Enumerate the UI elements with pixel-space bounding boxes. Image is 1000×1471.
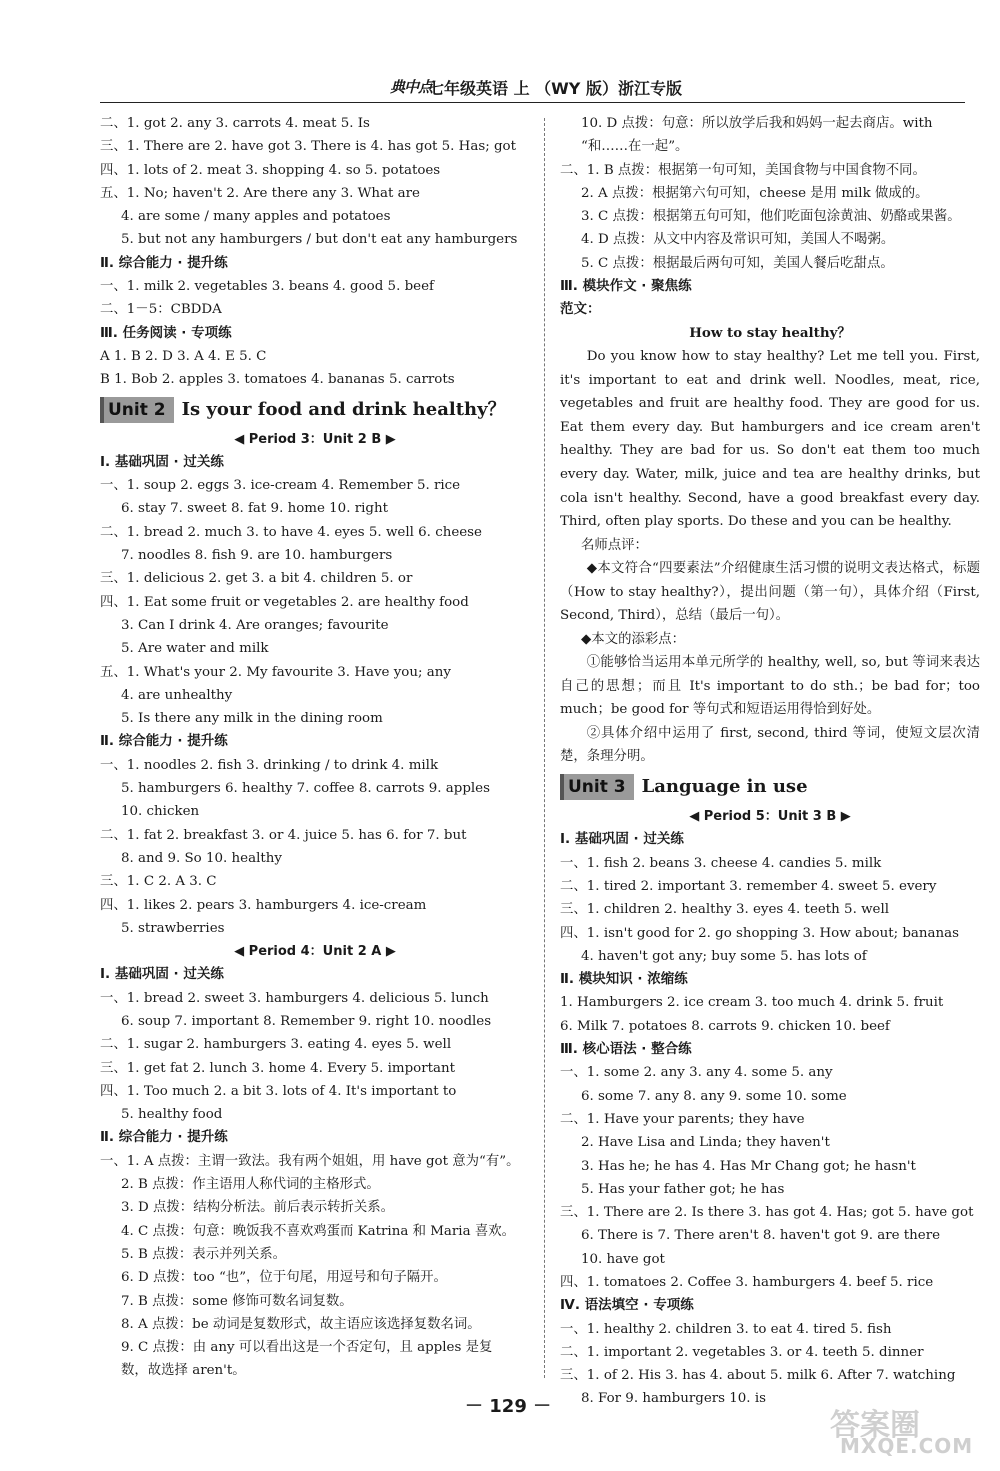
answer-line: 四、1. isn't good for 2. go shopping 3. How about; bananas	[560, 925, 959, 941]
right-column	[560, 112, 980, 1411]
period-heading: ◀ Period 3：Unit 2 B ▶	[234, 431, 396, 447]
answer-line: 五、1. What's your 2. My favourite 3. Have you; any	[100, 664, 451, 680]
answer-line: 5. Are water and milk	[121, 641, 269, 657]
answer-line: 二、1. tired 2. important 3. remember 4. sweet 5. every	[560, 878, 937, 894]
answer-line: 4. C 点拨：句意：晚饭我不喜欢鸡蛋而 Katrina 和 Maria 喜欢。	[121, 1223, 516, 1239]
section-heading: Ⅳ. 语法填空 · 专项练	[560, 1297, 694, 1314]
answer-line: 6. Milk 7. potatoes 8. carrots 9. chicken 10. beef	[560, 1018, 890, 1034]
answer-line: 数，故选择 aren't。	[121, 1363, 246, 1379]
header-rule	[100, 102, 965, 103]
comment-paragraph: ②具体介绍中运用了 first, second, third 等词，使短文层次清楚，条理分明。	[560, 725, 980, 765]
answer-line: 2. A 点拨：根据第六句可知，cheese 是用 milk 做成的。	[581, 185, 929, 201]
answer-line: 四、1. Eat some fruit or vegetables 2. are healthy food	[100, 594, 469, 610]
answer-line: 4. are some / many apples and potatoes	[121, 209, 391, 225]
answer-line: 5. C 点拨：根据最后两句可知，美国人餐后吃甜点。	[581, 255, 894, 271]
teacher-comments	[560, 557, 980, 769]
section-heading: Ⅱ. 综合能力 · 提升练	[100, 254, 228, 271]
answer-line: 6. soup 7. important 8. Remember 9. right 10. noodles	[121, 1013, 492, 1029]
answer-line: 一、1. milk 2. vegetables 3. beans 4. good 5. beef	[100, 279, 434, 295]
answer-line: 一、1. A 点拨：主谓一致法。我有两个姐姐，用 have got 意为“有”。	[100, 1153, 520, 1169]
answer-line: 二、1. B 点拨：根据第一句可知，美国食物与中国食物不同。	[560, 162, 926, 178]
answer-line: 四、1. tomatoes 2. Coffee 3. hamburgers 4. beef 5. rice	[560, 1275, 934, 1290]
answer-line: 四、1. lots of 2. meat 3. shopping 4. so 5. potatoes	[100, 162, 441, 178]
section-heading: Ⅱ. 综合能力 · 提升练	[100, 733, 228, 750]
answer-line: 5. healthy food	[121, 1107, 223, 1123]
answer-line: A 1. B 2. D 3. A 4. E 5. C	[100, 348, 267, 364]
unit-badge: Unit 3	[560, 774, 634, 800]
section-heading: Ⅲ. 任务阅读 · 专项练	[100, 324, 232, 341]
answer-line: 5. but not any hamburgers / but don't eat any hamburgers	[121, 232, 518, 248]
answer-line: 一、1. bread 2. sweet 3. hamburgers 4. delicious 5. lunch	[100, 990, 489, 1006]
answer-line: 6. D 点拨：too “也”，位于句尾，用逗号和句子隔开。	[121, 1270, 447, 1286]
unit-title: Language in use	[641, 776, 808, 798]
answer-line: 7. noodles 8. fish 9. are 10. hamburgers	[121, 548, 393, 564]
right-bottom-answers	[560, 771, 980, 1411]
page-number: － 129 －	[465, 1396, 552, 1417]
model-essay: Do you know how to stay healthy? Let me tell you. First, it's important to eat and drink well. Noodles, meat, rice, vegetables and fruit are healthy food. They are good for us. Eat them every day. But hamburgers and ice cream aren't healthy. They are bad for us. So don't eat them too much every day. Water, milk, juice and tea are healthy drinks, but cola isn't healthy. Second, have a good breakfast every day. Third, often play sports. Do these and you can be healthy.	[560, 348, 980, 530]
answer-line: 二、1. important 2. vegetables 3. or 4. teeth 5. dinner	[560, 1344, 924, 1360]
comment-title: 名师点评：	[581, 537, 648, 553]
section-heading: Ⅱ. 综合能力 · 提升练	[100, 1129, 228, 1146]
answer-line: 5. hamburgers 6. healthy 7. coffee 8. carrots 9. apples	[121, 781, 490, 797]
answer-line: 一、1. healthy 2. children 3. to eat 4. tired 5. fish	[560, 1321, 892, 1337]
answer-line: 3. D 点拨：结构分析法。前后表示转折关系。	[121, 1200, 395, 1216]
unit-heading	[100, 394, 530, 426]
answer-line: B 1. Bob 2. apples 3. tomatoes 4. bananas 5. carrots	[100, 372, 455, 388]
answer-line: “和……在一起”。	[581, 139, 689, 155]
section-heading: Ⅱ. 模块知识 · 浓缩练	[560, 971, 688, 988]
answer-line: 10. chicken	[121, 804, 200, 820]
watermark-url: MXQE.COM	[840, 1434, 974, 1458]
answer-line: 4. are unhealthy	[121, 687, 233, 703]
answer-line: 三、1. children 2. healthy 3. eyes 4. teeth 5. well	[560, 902, 890, 918]
answer-line: 三、1. get fat 2. lunch 3. home 4. Every 5. important	[100, 1060, 456, 1076]
watermark-logo: 答案圈	[830, 1408, 920, 1443]
answer-line: 一、1. noodles 2. fish 3. drinking / to drink 4. milk	[100, 757, 439, 773]
brand-logo: 典中点	[390, 78, 433, 96]
comment-paragraph: ◆本文的添彩点：	[581, 631, 686, 647]
answer-line: 二、1. sugar 2. hamburgers 3. eating 4. eyes 5. well	[100, 1037, 452, 1053]
unit-heading	[560, 771, 980, 803]
answer-line: 8. For 9. hamburgers 10. is	[581, 1391, 766, 1407]
answer-line: 3. Can I drink 4. Are oranges; favourite	[121, 617, 389, 633]
answer-line: 二、1－5：CBDDA	[100, 302, 222, 318]
answer-line: 2. B 点拨：作主语用人称代词的主格形式。	[121, 1177, 380, 1193]
essay-title: How to stay healthy？	[689, 324, 851, 341]
answer-line: 8. and 9. So 10. healthy	[121, 850, 282, 866]
answer-line: 5. B 点拨：表示并列关系。	[121, 1246, 287, 1262]
section-heading: Ⅰ. 基础巩固 · 过关练	[100, 966, 224, 983]
section-heading: Ⅲ. 模块作文 · 聚焦练	[560, 278, 692, 295]
answer-line: 6. some 7. any 8. any 9. some 10. some	[581, 1088, 847, 1104]
column-divider	[544, 118, 545, 1378]
answer-line: 4. haven't got any; buy some 5. has lots of	[581, 948, 867, 964]
answer-line: 三、1. C 2. A 3. C	[100, 874, 217, 890]
answer-line: 2. Have Lisa and Linda; they haven't	[581, 1135, 830, 1151]
answer-line: 4. D 点拨：从文中内容及常识可知，美国人不喝粥。	[581, 232, 895, 248]
answer-line: 3. C 点拨：根据第五句可知，他们吃面包涂黄油、奶酪或果酱。	[581, 209, 961, 225]
answer-line: 三、1. delicious 2. get 3. a bit 4. children 5. or	[100, 571, 413, 587]
answer-line: 一、1. some 2. any 3. any 4. some 5. any	[560, 1065, 833, 1081]
answer-line: 7. B 点拨：some 修饰可数名词复数。	[121, 1293, 353, 1309]
answer-line: 三、1. of 2. His 3. has 4. about 5. milk 6. After 7. watching	[560, 1368, 956, 1384]
answer-line: 五、1. No; haven't 2. Are there any 3. What are	[100, 185, 420, 201]
answer-line: 四、1. Too much 2. a bit 3. lots of 4. It's important to	[100, 1083, 457, 1099]
comment-paragraph: ①能够恰当运用本单元所学的 healthy, well, so, but 等词来表达自己的思想；而且 It's important to do sth.；be bad for；too much；be good for 等句式和短语运用得恰到好处。	[560, 655, 980, 718]
answer-line: 5. strawberries	[121, 920, 225, 936]
answer-line: 5. Is there any milk in the dining room	[121, 711, 383, 727]
period-heading: ◀ Period 5：Unit 3 B ▶	[689, 809, 851, 825]
page-header	[0, 72, 1000, 102]
answer-line: 二、1. got 2. any 3. carrots 4. meat 5. Is	[100, 116, 370, 131]
answer-line: 6. stay 7. sweet 8. fat 9. home 10. right	[121, 501, 388, 517]
answer-line: 10. have got	[581, 1251, 665, 1267]
answer-line: 二、1. bread 2. much 3. to have 4. eyes 5. well 6. cheese	[100, 524, 482, 540]
answer-line: 二、1. fat 2. breakfast 3. or 4. juice 5. has 6. for 7. but	[100, 827, 467, 843]
answer-line: 三、1. There are 2. have got 3. There is 4. has got 5. Has; got	[100, 139, 516, 155]
answer-line: 6. There is 7. There aren't 8. haven't got 9. are there	[581, 1228, 941, 1244]
answer-line: 9. C 点拨：由 any 可以看出这是一个否定句，且 apples 是复	[121, 1340, 493, 1356]
answer-line: 二、1. Have your parents; they have	[560, 1111, 805, 1127]
comment-paragraph: ◆本文符合“四要素法”介绍健康生活习惯的说明文表达格式，标题（How to stay healthy?），提出问题（第一句），具体介绍（First, Second, Third），总结（最后一句）。	[560, 561, 980, 624]
left-column	[100, 112, 530, 1383]
answer-line: 3. Has he; he has 4. Has Mr Chang got; he hasn't	[581, 1158, 916, 1174]
answer-line: 四、1. likes 2. pears 3. hamburgers 4. ice-cream	[100, 897, 427, 913]
unit-title: Is your food and drink healthy？	[181, 398, 506, 420]
answer-line: 三、1. There are 2. Is there 3. has got 4. Has; got 5. have got	[560, 1205, 974, 1221]
answer-line: 一、1. fish 2. beans 3. cheese 4. candies 5. milk	[560, 855, 882, 871]
section-heading: Ⅰ. 基础巩固 · 过关练	[560, 831, 684, 848]
section-heading: Ⅲ. 核心语法 · 整合练	[560, 1041, 692, 1058]
section-heading: Ⅰ. 基础巩固 · 过关练	[100, 453, 224, 470]
answer-line: 8. A 点拨：be 动词是复数形式，故主语应该选择复数名词。	[121, 1316, 481, 1332]
period-heading: ◀ Period 4：Unit 2 A ▶	[234, 944, 396, 960]
answer-line: 10. D 点拨：句意：所以放学后我和妈妈一起去商店。with	[581, 116, 933, 131]
right-top-answers	[560, 112, 980, 345]
book-title: 七年级英语 上 （WY 版）浙江专版	[428, 79, 682, 98]
answer-line: 5. Has your father got; he has	[581, 1181, 785, 1197]
answer-line: 一、1. soup 2. eggs 3. ice-cream 4. Remember 5. rice	[100, 478, 461, 494]
section-heading: 范文：	[560, 301, 601, 318]
answer-line: 1. Hamburgers 2. ice cream 3. too much 4. drink 5. fruit	[560, 995, 944, 1011]
unit-badge: Unit 2	[100, 397, 174, 423]
